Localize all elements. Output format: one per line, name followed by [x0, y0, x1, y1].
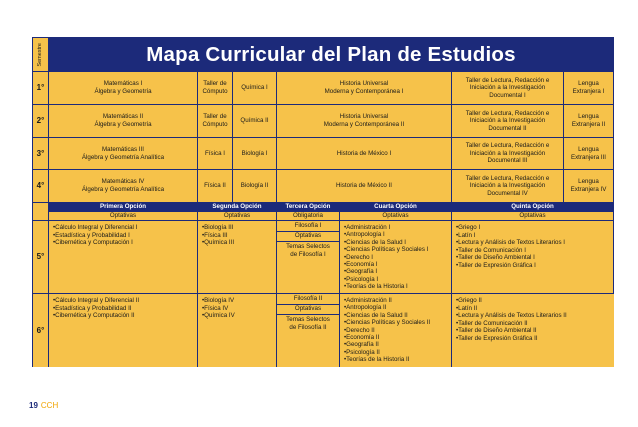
subject-chemistry: Química I	[233, 72, 277, 105]
philosophy-course: Filosofía II	[277, 294, 339, 305]
subject-biology: Biología II	[233, 170, 277, 203]
subject-physics: Física I	[198, 138, 233, 170]
subject-reading: Taller de Lectura, Redacción e Iniciación a la Investigación Documental II	[452, 105, 564, 138]
subject-chemistry: Química II	[233, 105, 277, 138]
org-label: CCH	[40, 401, 59, 410]
option-header-1: Primera Opción	[49, 203, 198, 212]
option-header-3: Tercera Opción	[277, 203, 340, 212]
option-type-2: Optativas	[198, 212, 277, 221]
subject-history: Historia Universal Moderna y Contemporánea II	[277, 105, 452, 138]
option-type-4: Optativas	[340, 212, 452, 221]
subject-math: Matemáticas I Álgebra y Geometría	[49, 72, 198, 105]
subject-physics: Física II	[198, 170, 233, 203]
option-2-list: •Biología IV •Física IV •Química IV	[198, 294, 277, 367]
semester-3: 3°	[33, 138, 49, 170]
semester-6: 6°	[33, 294, 49, 367]
page-title: Mapa Curricular del Plan de Estudios	[49, 38, 614, 72]
subject-reading: Taller de Lectura, Redacción e Iniciación a la Investigación Documental III	[452, 138, 564, 170]
option-2-list: •Biología III •Física III •Química III	[198, 221, 277, 294]
electives-label: Optativas	[277, 231, 339, 242]
semester-column-header: Semestre	[33, 38, 49, 72]
subject-reading: Taller de Lectura, Redacción e Iniciación a la Investigación Documental I	[452, 72, 564, 105]
option-4-list: •Administración II •Antropología II •Ciencias de la Salud II •Ciencias Políticas y Sociales II •Derecho II •Economía II •Geografía II •Psicología II •Teorías de la Historia II	[340, 294, 452, 367]
semester-1: 1°	[33, 72, 49, 105]
option-type-3: Obligatoria	[277, 212, 340, 221]
option-header-4: Cuarta Opción	[340, 203, 452, 212]
electives-label: Optativas	[277, 304, 339, 315]
subject-history: Historia de México I	[277, 138, 452, 170]
option-3-block	[277, 221, 340, 294]
option-1-list: •Cálculo Integral y Diferencial I •Estadística y Probabilidad I •Cibernética y Computación I	[49, 221, 198, 294]
subject-language: Lengua Extranjera II	[564, 105, 614, 138]
option-5-list: •Griego I •Latín I •Lectura y Análisis de Textos Literarios I •Taller de Comunicación I •Taller de Diseño Ambiental I •Taller de Expresión Gráfica I	[452, 221, 614, 294]
subject-language: Lengua Extranjera IV	[564, 170, 614, 203]
option-1-list: •Cálculo Integral y Diferencial II •Estadística y Probabilidad II •Cibernética y Computación II	[49, 294, 198, 367]
page-footer	[29, 401, 58, 410]
subject-biology: Biología I	[233, 138, 277, 170]
subject-reading: Taller de Lectura, Redacción e Iniciación a la Investigación Documental IV	[452, 170, 564, 203]
philosophy-topics: Temas Selectos de Filosofía I	[286, 243, 330, 258]
curriculum-table	[32, 37, 614, 367]
subject-math: Matemáticas IV Álgebra y Geometría Analítica	[49, 170, 198, 203]
subject-history: Historia Universal Moderna y Contemporánea I	[277, 72, 452, 105]
subject-history: Historia de México II	[277, 170, 452, 203]
option-3-block	[277, 294, 340, 367]
page-number: 19	[29, 401, 38, 410]
subject-computing: Taller de Cómputo	[198, 105, 233, 138]
semester-spacer	[33, 203, 49, 221]
subject-language: Lengua Extranjera I	[564, 72, 614, 105]
option-type-1: Optativas	[49, 212, 198, 221]
option-header-2: Segunda Opción	[198, 203, 277, 212]
subject-language: Lengua Extranjera III	[564, 138, 614, 170]
semester-4: 4°	[33, 170, 49, 203]
subject-math: Matemáticas III Álgebra y Geometría Analítica	[49, 138, 198, 170]
option-header-5: Quinta Opción	[452, 203, 614, 212]
subject-computing: Taller de Cómputo	[198, 72, 233, 105]
option-type-5: Optativas	[452, 212, 614, 221]
semester-5: 5°	[33, 221, 49, 294]
philosophy-course: Filosofía I	[277, 221, 339, 232]
option-5-list: •Griego II •Latín II •Lectura y Análisis de Textos Literarios II •Taller de Comunicación II •Taller de Diseño Ambiental II •Taller de Expresión Gráfica II	[452, 294, 614, 367]
philosophy-topics: Temas Selectos de Filosofía II	[286, 316, 330, 331]
semester-2: 2°	[33, 105, 49, 138]
subject-math: Matemáticas II Álgebra y Geometría	[49, 105, 198, 138]
option-4-list: •Administración I •Antropología I •Ciencias de la Salud I •Ciencias Políticas y Sociales I •Derecho I •Economía I •Geografía I •Psicología I •Teorías de la Historia I	[340, 221, 452, 294]
